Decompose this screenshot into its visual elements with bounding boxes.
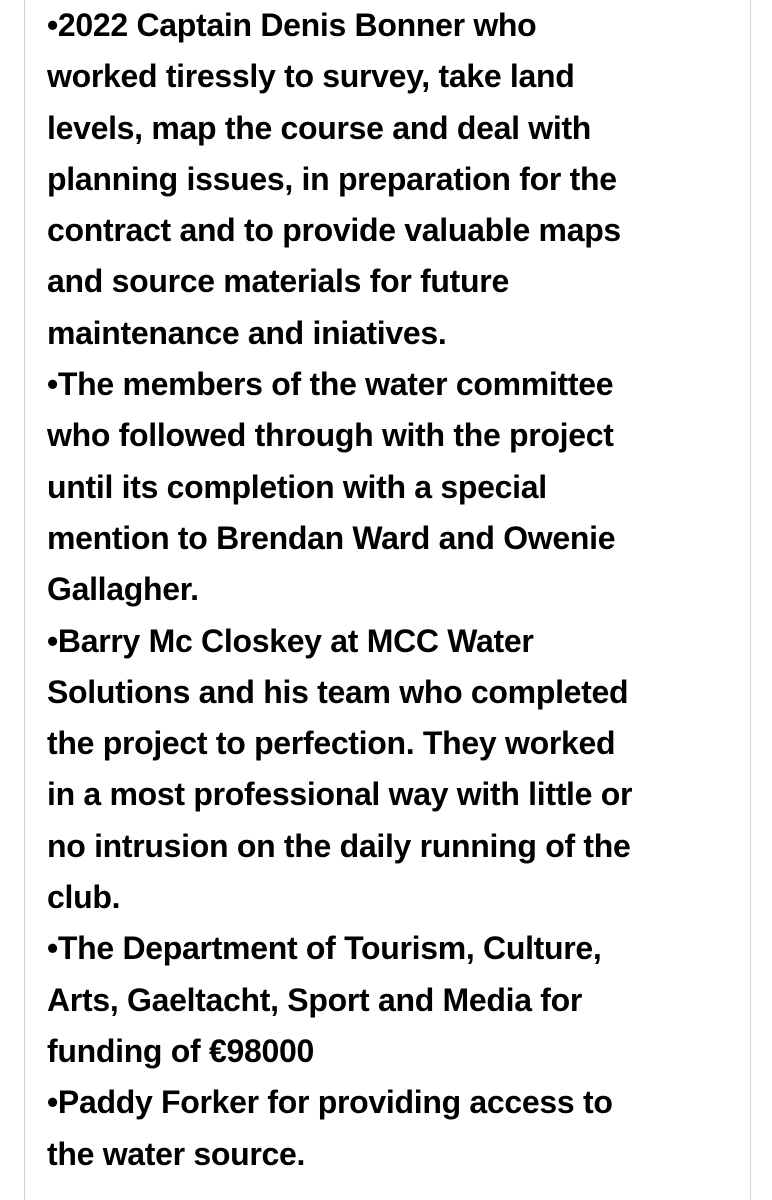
text-line: Gallagher. <box>47 571 199 608</box>
text-line: Solutions and his team who completed <box>47 673 629 710</box>
text-line: •Paddy Forker for providing access to <box>47 1084 613 1121</box>
text-line: maintenance and iniatives. <box>47 314 447 351</box>
text-line: •Barry Mc Closkey at MCC Water <box>47 622 534 659</box>
text-line: funding of €98000 <box>47 1032 314 1069</box>
text-line: in a most professional way with little or <box>47 776 633 813</box>
text-line: and source materials for future <box>47 263 509 300</box>
text-line: the water source. <box>47 1135 306 1172</box>
text-line: the project to perfection. They worked <box>47 725 616 762</box>
text-line: worked tiressly to survey, take land <box>47 58 575 95</box>
text-line: planning issues, in preparation for the <box>47 160 617 197</box>
text-line: club. <box>47 879 121 916</box>
text-line: Arts, Gaeltacht, Sport and Media for <box>47 981 583 1018</box>
text-line: •2022 Captain Denis Bonner who <box>47 7 537 43</box>
text-line: mention to Brendan Ward and Owenie <box>47 519 616 556</box>
text-line: contract and to provide valuable maps <box>47 212 621 249</box>
note-page <box>24 0 751 1200</box>
text-line: who followed through with the project <box>47 417 614 454</box>
text-line: •The Department of Tourism, Culture, <box>47 930 602 967</box>
text-line: •The members of the water committee <box>47 366 614 403</box>
acknowledgements-text <box>47 0 752 1180</box>
text-line: no intrusion on the daily running of the <box>47 827 631 864</box>
text-line: levels, map the course and deal with <box>47 109 592 146</box>
text-line: until its completion with a special <box>47 468 547 505</box>
